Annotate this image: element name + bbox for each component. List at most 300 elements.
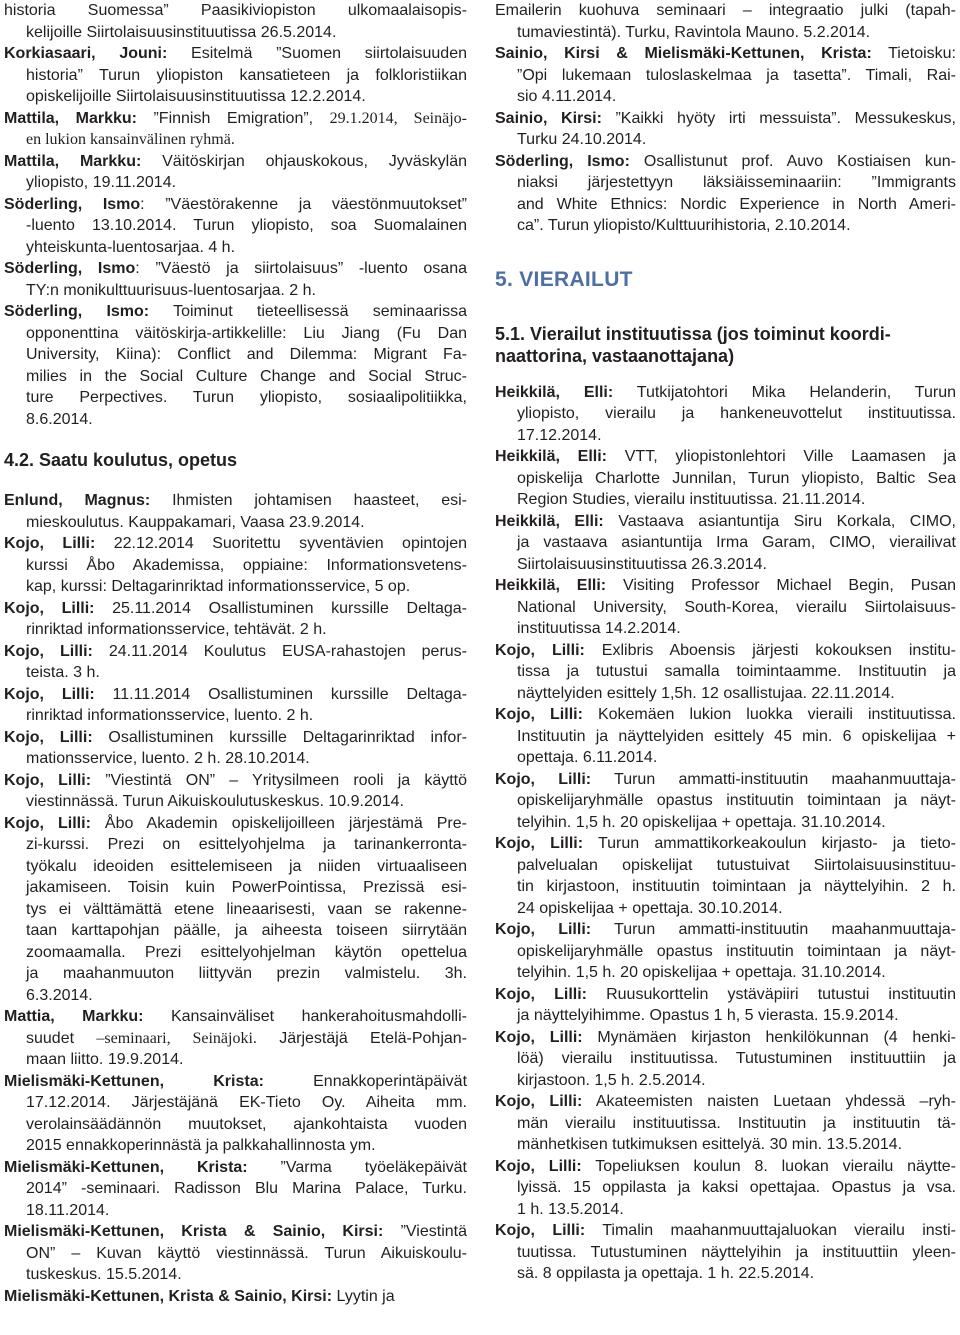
author-name: Söderling, Ismo: — [4, 303, 150, 320]
entry — [4, 598, 467, 641]
entry-text: Visiting Professor Michael Begin, Pusan — [606, 577, 956, 594]
entry-line — [495, 984, 956, 1006]
entry-text: University, Kiina): Conflict and Dilemma: Migrant Fa- — [26, 346, 467, 363]
entry-line — [4, 770, 467, 792]
entry — [4, 813, 467, 1007]
entry-line — [4, 920, 467, 942]
entry-text: suudet — [26, 1029, 97, 1047]
entry-line — [4, 1157, 467, 1179]
entry-text: telyihin. 1,5 h. 20 opiskelijaa + opettaja. 31.10.2014. — [517, 813, 886, 831]
entry-text: Timalin maahanmuuttajaluokan vierailu insti- — [585, 1222, 956, 1239]
entry-line — [4, 323, 467, 345]
entry-line — [4, 237, 467, 259]
entry — [4, 490, 467, 533]
entry — [495, 511, 956, 576]
entries-continued-list — [4, 0, 467, 430]
entry-line — [4, 387, 467, 409]
entry-line — [4, 1178, 467, 1200]
entry-line — [495, 1134, 956, 1156]
entry-line — [4, 555, 467, 577]
entry-line — [4, 301, 467, 323]
entry-line — [4, 0, 467, 22]
entry-text: tin kirjastoon, instituutin toimintaan ja näyttelyihin. 2 h. — [517, 878, 956, 895]
author-name: Kojo, Lilli: — [4, 685, 95, 703]
entry-line — [495, 1199, 956, 1221]
entry-line — [4, 1243, 467, 1265]
entry-line — [4, 1114, 467, 1136]
entry — [4, 727, 467, 770]
entry-text: ja maahanmuuton liittyvän prezin valmistelu. 3h. — [26, 965, 467, 982]
entry-text: Lyytin ja — [332, 1287, 395, 1305]
entry-text: opiskelijaryhmälle opastus instituutin toimintaan ja näyt- — [517, 792, 956, 809]
entry-line — [4, 43, 467, 65]
entry-line — [4, 1006, 467, 1028]
entry-line — [4, 899, 467, 921]
author-name: Heikkilä, Elli: — [495, 577, 607, 594]
entry-text: telyihin. 1,5 h. 20 opiskelijaa + opettaja. 31.10.2014. — [517, 964, 886, 981]
entry-line — [495, 726, 956, 748]
entry-line — [495, 215, 956, 237]
entry — [4, 108, 467, 151]
entry-line — [4, 1092, 467, 1114]
entry-line — [495, 108, 956, 130]
entry-line — [4, 1264, 467, 1286]
entry — [495, 0, 956, 43]
entry — [4, 258, 467, 301]
entry-text: historia” Turun yliopiston kansatieteen ja folkloristiikan — [26, 66, 467, 84]
entry-line — [4, 834, 467, 856]
entry-line — [495, 0, 956, 22]
entry-text: 17.12.2014. Järjestäjänä EK-Tieto Oy. Aiheita mm. — [26, 1094, 467, 1111]
entry-line — [4, 1200, 467, 1222]
entry-text: VTT, yliopistonlehtori Ville Laamasen ja — [607, 448, 957, 465]
entry — [495, 446, 956, 511]
entry-text: opponenttina väitöskirja-artikkelille: Liu Jiang (Fu Dan — [26, 324, 467, 342]
entry-text: viestinnässä. Turun Aikuiskoulutuskeskus. 10.9.2014. — [26, 793, 404, 810]
entry-line — [495, 640, 956, 662]
entry-line — [4, 576, 467, 598]
entry-line — [4, 791, 467, 813]
entry-line — [4, 533, 467, 555]
entry-text: verolainsäädännön muutokset, ajankohtaista vuoden — [26, 1115, 467, 1133]
author-name: Kojo, Lilli: — [495, 1093, 583, 1110]
entry-line — [495, 403, 956, 425]
entry-text: Topeliuksen koulun 8. luokan vierailu näytte- — [581, 1157, 956, 1175]
entry-text: yhteiskunta-luentosarjaa. 4 h. — [26, 238, 236, 256]
entry-line — [495, 172, 956, 194]
entry-text: sio 4.11.2014. — [517, 88, 617, 105]
entry-text: 24 opiskelijaa + opettaja. 30.10.2014. — [517, 899, 783, 917]
entry-line — [495, 575, 956, 597]
entry-text: Vastaava asiantuntija Siru Korkala, CIMO, — [603, 512, 956, 530]
entry-line — [4, 108, 467, 130]
entry-line — [495, 1091, 956, 1113]
author-name: Sainio, Kirsi & Mielismäki-Kettunen, Krista: — [495, 45, 872, 62]
entry — [495, 1220, 956, 1285]
entry-text: mationsservice, luento. 2 h. 28.10.2014. — [26, 750, 310, 767]
entry-text: tuskeskus. 15.5.2014. — [26, 1266, 182, 1283]
entry — [495, 640, 956, 705]
entry-line — [495, 747, 956, 769]
entry-text: tissa ja tutustui samalla toimintaamme. Instituutin ja — [517, 663, 956, 680]
right-column — [495, 0, 956, 1285]
entry-line — [495, 194, 956, 216]
entry — [495, 43, 956, 108]
entry-line — [495, 597, 956, 619]
author-name: Mattia, Markku: — [4, 1008, 144, 1025]
entry-text: instituutissa 14.2.2014. — [517, 620, 681, 637]
author-name: Heikkilä, Elli: — [495, 448, 608, 465]
entry-text: palvelualan opiskelijat tutustuivat Siirtolaisuusinstituu- — [517, 856, 956, 874]
entry — [4, 151, 467, 194]
entry — [495, 382, 956, 447]
entry-text: yliopisto, vierailu ja hankeneuvottelut instituutissa. — [517, 405, 956, 422]
entry-line — [495, 855, 956, 877]
entry-line — [495, 812, 956, 834]
author-name: Heikkilä, Elli: — [495, 383, 614, 401]
entry — [4, 1071, 467, 1157]
entry-line — [495, 790, 956, 812]
entry — [4, 641, 467, 684]
entry-text: Toiminut tieteellisessä seminaarissa — [149, 303, 468, 320]
entry-line — [4, 22, 467, 44]
author-name: Kojo, Lilli: — [495, 770, 592, 788]
entry-text: yliopisto, 19.11.2014. — [26, 174, 177, 191]
entry-text: lyissä. 15 oppilasta ja kaksi opettajaa. Opastus ja vsa. — [517, 1179, 956, 1196]
entry-line — [495, 1005, 956, 1027]
entry-line — [495, 511, 956, 533]
entry-line — [495, 704, 956, 726]
entry-line — [4, 344, 467, 366]
entry-text: män vierailu instituutissa. Instituutin ja instituutin tä- — [517, 1114, 956, 1132]
entry-line — [495, 86, 956, 108]
entry — [4, 1006, 467, 1071]
entry-text: niaksi järjestettyyn läksiäisseminaariin: ”Immigrants — [517, 174, 956, 191]
entry-line — [4, 1071, 467, 1093]
author-name: Kojo, Lilli: — [4, 599, 95, 617]
author-name: Heikkilä, Elli: — [495, 512, 604, 530]
entry-line — [495, 1048, 956, 1070]
entry-text: Emailerin kuohuva seminaari – integraatio julki (tapah- — [495, 2, 956, 19]
entry-text: ”Viestintä — [383, 1223, 467, 1240]
entry-text: opettaja. 6.11.2014. — [517, 749, 658, 766]
author-name: Kojo, Lilli: — [495, 985, 587, 1003]
entry — [495, 704, 956, 769]
entry-text: mänhetkisen tutkimuksen esittelyä. 30 min. 13.5.2014. — [517, 1136, 903, 1153]
entry-line — [495, 382, 956, 404]
entry-text: 22.12.2014 Suoritettu syventävien opintojen — [95, 535, 468, 552]
entry-line — [4, 598, 467, 620]
entry-line — [495, 1027, 956, 1049]
author-name: Kojo, Lilli: — [495, 921, 592, 938]
author-name: Kojo, Lilli: — [495, 706, 583, 723]
entry-line — [4, 662, 467, 684]
entry-text: Tutkijatohtori Mika Helanderin, Turun — [613, 383, 956, 401]
entry-text: Järjestäjä Etelä-Pohjan- — [256, 1029, 467, 1047]
training-entries-list — [4, 490, 467, 1307]
entry-line — [4, 151, 467, 173]
chapter-heading-5: 5. VIERAILUT — [495, 267, 633, 291]
entry-text: Väitöskirjan ohjauskokous, Jyväskylän — [141, 152, 467, 170]
entry-text: Ihmisten johtamisen haasteet, esi- — [150, 492, 468, 509]
entry-line — [4, 619, 467, 641]
entry-line — [495, 129, 956, 151]
entry-line — [4, 1135, 467, 1157]
entry-text: tuutissa. Tutustuminen näyttelyihin ja instituuttiin yleen- — [517, 1243, 956, 1261]
entry-text: 17.12.2014. — [517, 426, 602, 444]
author-name: Söderling, Ismo — [4, 260, 136, 277]
entry-line — [495, 898, 956, 920]
entry-text: Akateemisten naisten Luetaan yhdessä –ryh- — [582, 1093, 956, 1110]
entry-text: ja näyttelyihimme. Opastus 1 h, 5 vierasta. 15.9.2014. — [517, 1007, 899, 1024]
visits-entries-list — [495, 382, 956, 1285]
author-name: Kojo, Lilli: — [4, 771, 92, 789]
entry-text: National University, South-Korea, vierailu Siirtolaisuus- — [517, 598, 956, 616]
entry-text: TY:n monikulttuurisuus-luentosarjaa. 2 h. — [26, 281, 316, 299]
entry-text: : ”Väestörakenne ja väestönmuutokset” — [140, 195, 468, 213]
entry-text: Kansainväliset hankerahoitusmahdolli- — [143, 1008, 467, 1025]
author-name: Korkiasaari, Jouni: — [4, 45, 168, 62]
entry-text: ON” – Kuvan käyttö viestinnässä. Turun Aikuiskoulu- — [26, 1244, 467, 1262]
entry-line — [4, 748, 467, 770]
entry-line — [495, 876, 956, 898]
entry-line — [495, 468, 956, 490]
entry-text: opiskelijoille Siirtolaisuusinstituutissa 12.2.2014. — [26, 88, 366, 105]
entry-line — [4, 1028, 467, 1050]
entry-text: ”Varma työeläkepäivät — [247, 1158, 467, 1176]
entry-line — [495, 1263, 956, 1285]
entry-text: mieskoulutus. Kauppakamari, Vaasa 23.9.2014. — [26, 513, 365, 531]
entry-text: tumaviestintä). Turku, Ravintola Mauno. 5.2.2014. — [517, 23, 871, 41]
author-name: Mielismäki-Kettunen, Krista: — [4, 1158, 248, 1176]
entry-text: and White Ethnics: Nordic Experience in North Ameri- — [517, 195, 956, 213]
entry-text: Esitelmä ”Suomen siirtolaisuuden — [167, 45, 467, 62]
entry-text: kirjastoon. 1,5 h. 2.5.2014. — [517, 1071, 706, 1089]
entry-text: jakamiseen. Toisin kuin PowerPointissa, Prezissä esi- — [26, 879, 467, 896]
entry-text: Region Studies, vierailu instituutissa. 21.11.2014. — [517, 491, 866, 508]
entry-line — [495, 1156, 956, 1178]
entry-line — [4, 280, 467, 302]
entry — [495, 1156, 956, 1221]
entry-text: 25.11.2014 Osallistuminen kurssille Deltaga- — [94, 599, 467, 617]
author-name: Kojo, Lilli: — [495, 641, 585, 659]
entry — [495, 1091, 956, 1156]
entry-text: Tietoisku: — [871, 45, 957, 62]
entry-line — [4, 194, 467, 216]
entry-serif-text: –seminaari, Seinäjoki. — [96, 1029, 257, 1047]
author-name: Sainio, Kirsi: — [495, 109, 602, 127]
entry-line — [495, 962, 956, 984]
entry-text: näyttelyiden esittely 1,5h. 12 osallistujaa. 22.11.2014. — [517, 684, 895, 702]
entry-line — [4, 705, 467, 727]
entry-serif-text: en lukion kansainvälinen ryhmä. — [26, 131, 235, 148]
entry-text: 2014” -seminaari. Radisson Blu Marina Palace, Turku. — [26, 1180, 467, 1197]
entry-text: Exlibris Aboensis järjesti kokouksen institu- — [584, 641, 956, 659]
entry-text: kelijoille Siirtolaisuusinstituutissa 26.5.2014. — [26, 23, 337, 41]
entry-text: -luento 13.10.2014. Turun yliopisto, soa Suomalainen — [26, 217, 467, 234]
entry-text: rinriktad informationsservice, luento. 2 h. — [26, 707, 314, 724]
entry-text: ”Viestintä ON” – Yritysilmeen rooli ja käyttö — [91, 771, 468, 789]
section-heading-5-1 — [495, 323, 956, 367]
entry-text: Instituutin ja näyttelyiden esittely 45 min. 6 opiskelijaa + — [517, 727, 956, 745]
entry-text: Kokemäen lukion luokka vieraili instituutissa. — [582, 706, 956, 723]
entry-text: milies in the Social Culture Change and Social Struc- — [26, 367, 467, 385]
entry — [4, 0, 467, 43]
entry-line — [4, 856, 467, 878]
entry-text: 8.6.2014. — [26, 410, 93, 428]
author-name: Söderling, Ismo — [4, 195, 141, 213]
author-name: Kojo, Lilli: — [495, 835, 584, 852]
entry-line — [4, 86, 467, 108]
entry-text: 11.11.2014 Osallistuminen kurssille Deltaga- — [94, 685, 467, 703]
entry-text: ”Opi lukemaan tuloslaskelmaa ja tasetta”. Timali, Rai- — [517, 66, 956, 84]
entry-line — [4, 258, 467, 280]
entry-text: zi-kurssi. Prezi on esittelyohjelma ja tarinankerronta- — [26, 836, 467, 853]
entry-text: teista. 3 h. — [26, 664, 100, 681]
entry-text: Åbo Akademin opiskelijoilleen järjestämä Pre- — [90, 814, 467, 832]
entry-line — [495, 1177, 956, 1199]
entry — [495, 769, 956, 834]
entry-line — [495, 919, 956, 941]
entry-serif-text: 29.1.2014, Seinäjo- — [329, 109, 467, 127]
author-name: Mattila, Markku: — [4, 109, 137, 127]
entry-text: Turun ammatti-instituutin maahanmuuttaja- — [591, 770, 956, 788]
entry-line — [4, 172, 467, 194]
entry-line — [4, 65, 467, 87]
left-column — [4, 0, 467, 1307]
entry — [495, 1027, 956, 1092]
entry-text: Siirtolaisuusinstituutissa 26.3.2014. — [517, 555, 767, 573]
entry-line — [4, 985, 467, 1007]
entry-line — [495, 151, 956, 173]
section-heading-4-2: 4.2. Saatu koulutus, opetus — [4, 450, 238, 470]
entry — [4, 301, 467, 430]
author-name: Mielismäki-Kettunen, Krista & Sainio, Kirsi: — [4, 1223, 384, 1240]
entry — [495, 108, 956, 151]
entry-text: ”Finnish Emigration”, — [136, 109, 330, 127]
entry-line — [4, 129, 467, 151]
entry-line — [495, 683, 956, 705]
entry-text: : ”Väestö ja siirtolaisuus” -luento osana — [135, 260, 467, 277]
entry-text: kurssi Åbo Akademissa, oppiaine: Informationsvetens- — [26, 556, 467, 574]
entry-line — [495, 1113, 956, 1135]
entry-line — [495, 532, 956, 554]
author-name: Kojo, Lilli: — [495, 1222, 586, 1239]
entry-text: rinriktad informationsservice, tehtävät. 2 h. — [26, 621, 327, 638]
entry-line — [495, 22, 956, 44]
entry — [4, 1157, 467, 1222]
entry — [495, 833, 956, 919]
entry-text: työkalu ideoiden esittelemiseen ja niiden virtuaaliseen — [26, 857, 467, 875]
entry-text: tys ei välttämättä etene lineaarisesti, vaan se rakenne- — [26, 900, 467, 918]
entry-text: Osallistunut prof. Auvo Kostiaisen kun- — [629, 152, 956, 170]
entry — [4, 684, 467, 727]
entry-line — [4, 684, 467, 706]
entry-line — [4, 641, 467, 663]
author-name: Kojo, Lilli: — [4, 642, 93, 660]
entry-line — [4, 1286, 467, 1308]
entry-line — [4, 512, 467, 534]
entry-text: Turun ammattikorkeakoulun kirjasto- ja tieto- — [583, 835, 956, 852]
entry-text: opiskelijaryhmälle opastus instituutin toimintaan ja näyt- — [517, 942, 956, 960]
entry-line — [495, 1220, 956, 1242]
entry-line — [4, 727, 467, 749]
entry-line — [495, 618, 956, 640]
author-name: Enlund, Magnus: — [4, 492, 151, 509]
entry-text: zoomaamalla. Prezi esittelyohjelman käytön opettelua — [26, 943, 467, 961]
entry-text: taan karttapohjan päälle, ja aiheesta toiseen siirrytään — [26, 922, 467, 939]
entry-text: 1 h. 13.5.2014. — [517, 1200, 624, 1218]
entry-line — [4, 490, 467, 512]
entry-line — [495, 1242, 956, 1264]
entry-text: sä. 8 oppilasta ja opettaja. 1 h. 22.5.2014. — [517, 1265, 815, 1282]
entry-line — [4, 877, 467, 899]
author-name: Mattila, Markku: — [4, 152, 142, 170]
entry-text: 2015 ennakkoperinnästä ja palkkahallinnosta ym. — [26, 1137, 376, 1154]
entry-text: Mynämäen kirjaston henkilökunnan (4 henki- — [582, 1028, 956, 1046]
entry-text: kap, kurssi: Deltagarinriktad informationsservice, 5 op. — [26, 578, 411, 595]
author-name: Söderling, Ismo: — [495, 152, 630, 170]
author-name: Mielismäki-Kettunen, Krista: — [4, 1072, 264, 1090]
author-name: Kojo, Lilli: — [4, 535, 96, 552]
entry-text: ca”. Turun yliopisto/Kulttuurihistoria, 2.10.2014. — [517, 217, 851, 234]
entry-line — [4, 813, 467, 835]
entry-line — [495, 489, 956, 511]
entry-line — [495, 1070, 956, 1092]
entry-line — [4, 942, 467, 964]
entry-line — [495, 65, 956, 87]
entry-text: 24.11.2014 Koulutus EUSA-rahastojen perus- — [92, 642, 467, 660]
entry-text: Turku 24.10.2014. — [517, 131, 647, 148]
author-name: Kojo, Lilli: — [4, 814, 91, 832]
entry — [4, 194, 467, 259]
entry — [4, 1286, 467, 1308]
entry-line — [495, 769, 956, 791]
entry-text: Ruusukorttelin ystäväpiiri tutustui instituutin — [586, 985, 956, 1003]
entry — [4, 43, 467, 108]
author-name: Kojo, Lilli: — [495, 1157, 582, 1175]
entries-continued-list — [495, 0, 956, 237]
entry-text: ”Kaikki hyöty irti messuista”. Messukeskus, — [601, 109, 957, 127]
entry-line — [495, 833, 956, 855]
entry — [495, 919, 956, 984]
entry-text: Turun ammatti-instituutin maahanmuuttaja- — [591, 921, 956, 938]
entry — [495, 151, 956, 237]
entry-line — [495, 554, 956, 576]
entry-line — [495, 661, 956, 683]
entry-text: opiskelija Charlotte Junnilan, Turun yliopisto, Baltic Sea — [517, 469, 956, 487]
section-heading-line: naattorina, vastaanottajana) — [495, 345, 735, 366]
author-name: Kojo, Lilli: — [4, 728, 93, 746]
entry-text: maan liitto. 19.9.2014. — [26, 1051, 184, 1068]
entry-line — [495, 446, 956, 468]
entry-line — [495, 425, 956, 447]
entry-text: 18.11.2014. — [26, 1201, 110, 1219]
entry-line — [4, 963, 467, 985]
entry-line — [495, 43, 956, 65]
entry-line — [495, 941, 956, 963]
entry-line — [4, 215, 467, 237]
entry-line — [4, 409, 467, 431]
author-name: Kojo, Lilli: — [495, 1028, 583, 1046]
entry-text: ja vastaava asiantuntija Irma Garam, CIMO, vierailivat — [517, 534, 956, 551]
entry-line — [4, 1221, 467, 1243]
entry-line — [4, 1049, 467, 1071]
entry — [495, 984, 956, 1027]
entry-text: 6.3.2014. — [26, 986, 93, 1004]
entry-line — [4, 366, 467, 388]
entry — [495, 575, 956, 640]
